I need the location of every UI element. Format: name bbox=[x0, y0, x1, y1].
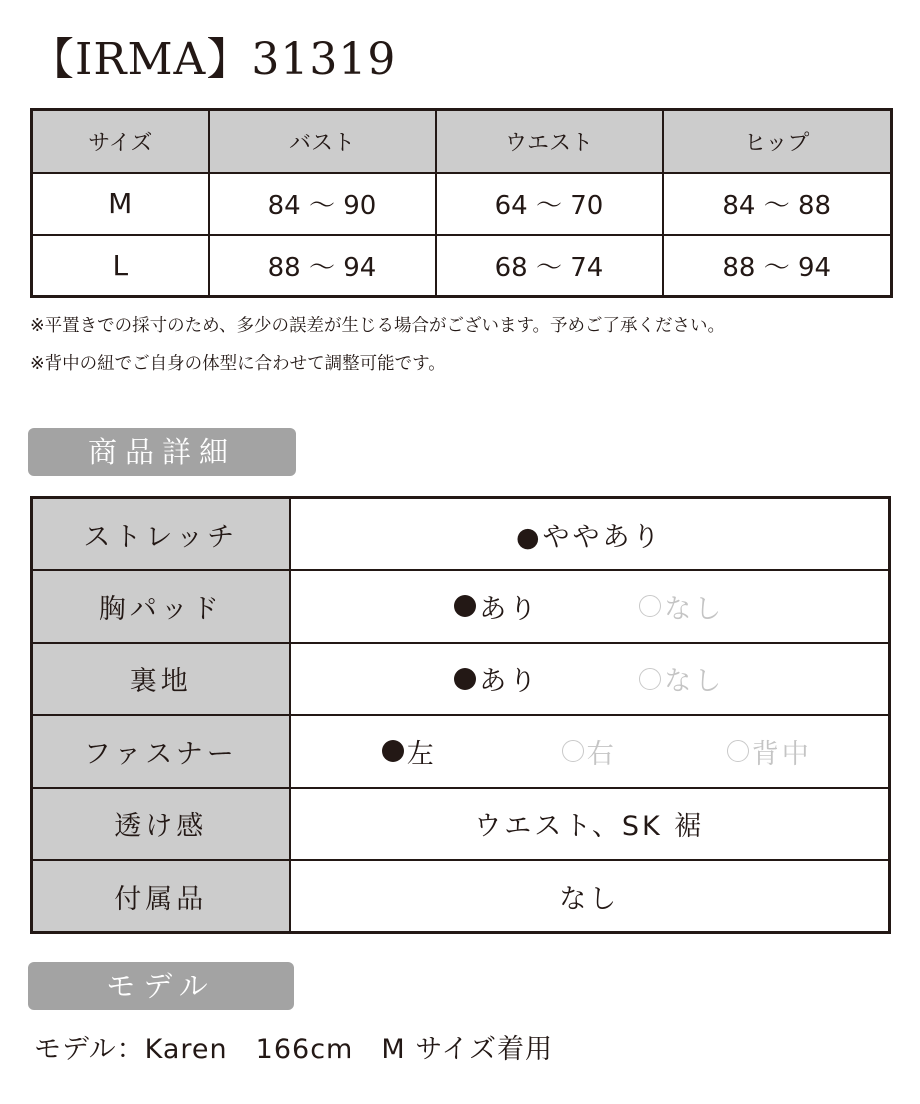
section-label-details: 商品詳細 bbox=[28, 428, 296, 476]
hip-value: 84 〜 88 bbox=[663, 173, 892, 235]
detail-row-stretch bbox=[32, 498, 890, 571]
size-table bbox=[30, 108, 893, 298]
page-title: 【IRMA】31319 bbox=[30, 34, 397, 85]
header-hip: ヒップ bbox=[663, 110, 892, 173]
detail-label: 胸パッド bbox=[32, 570, 290, 643]
table-row bbox=[32, 235, 892, 297]
detail-table bbox=[30, 496, 891, 934]
size-label: L bbox=[32, 235, 209, 297]
size-label: M bbox=[32, 173, 209, 235]
detail-label: 付属品 bbox=[32, 860, 290, 933]
section-label-model: モデル bbox=[28, 962, 294, 1010]
header-size: サイズ bbox=[32, 110, 209, 173]
table-row bbox=[32, 173, 892, 235]
option-unselected: 右 bbox=[499, 732, 679, 771]
detail-value: なし bbox=[290, 860, 890, 933]
header-bust: バスト bbox=[209, 110, 436, 173]
model-info: モデル：Karen 166cm M サイズ着用 bbox=[34, 1034, 554, 1065]
option-selected: あり bbox=[404, 587, 589, 626]
waist-value: 68 〜 74 bbox=[436, 235, 663, 297]
filled-circle-icon bbox=[454, 595, 476, 617]
detail-value: ●ややあり bbox=[290, 498, 890, 571]
detail-options bbox=[290, 570, 890, 643]
bust-value: 84 〜 90 bbox=[209, 173, 436, 235]
detail-row-zipper bbox=[32, 715, 890, 788]
empty-circle-icon bbox=[639, 668, 661, 690]
detail-label: ストレッチ bbox=[32, 498, 290, 571]
detail-row-bust-pad bbox=[32, 570, 890, 643]
size-table-header-row bbox=[32, 110, 892, 173]
adjustment-note: ※背中の紐でご自身の体型に合わせて調整可能です。 bbox=[30, 354, 446, 374]
empty-circle-icon bbox=[727, 740, 749, 762]
empty-circle-icon bbox=[639, 595, 661, 617]
detail-row-sheerness bbox=[32, 788, 890, 861]
detail-row-accessories bbox=[32, 860, 890, 933]
bust-value: 88 〜 94 bbox=[209, 235, 436, 297]
filled-circle-icon bbox=[454, 668, 476, 690]
header-waist: ウエスト bbox=[436, 110, 663, 173]
detail-label: 裏地 bbox=[32, 643, 290, 716]
option-selected: あり bbox=[404, 659, 589, 698]
option-selected: 左 bbox=[319, 732, 499, 771]
detail-options bbox=[290, 715, 890, 788]
hip-value: 88 〜 94 bbox=[663, 235, 892, 297]
empty-circle-icon bbox=[562, 740, 584, 762]
filled-circle-icon bbox=[382, 740, 404, 762]
detail-label: 透け感 bbox=[32, 788, 290, 861]
option-unselected: なし bbox=[589, 659, 774, 698]
detail-label: ファスナー bbox=[32, 715, 290, 788]
detail-options bbox=[290, 643, 890, 716]
option-unselected: なし bbox=[589, 587, 774, 626]
detail-value: ウエスト、SK 裾 bbox=[290, 788, 890, 861]
waist-value: 64 〜 70 bbox=[436, 173, 663, 235]
measurement-note: ※平置きでの採寸のため、多少の誤差が生じる場合がございます。予めご了承ください。 bbox=[30, 316, 726, 336]
detail-row-lining bbox=[32, 643, 890, 716]
option-unselected: 背中 bbox=[679, 732, 859, 771]
